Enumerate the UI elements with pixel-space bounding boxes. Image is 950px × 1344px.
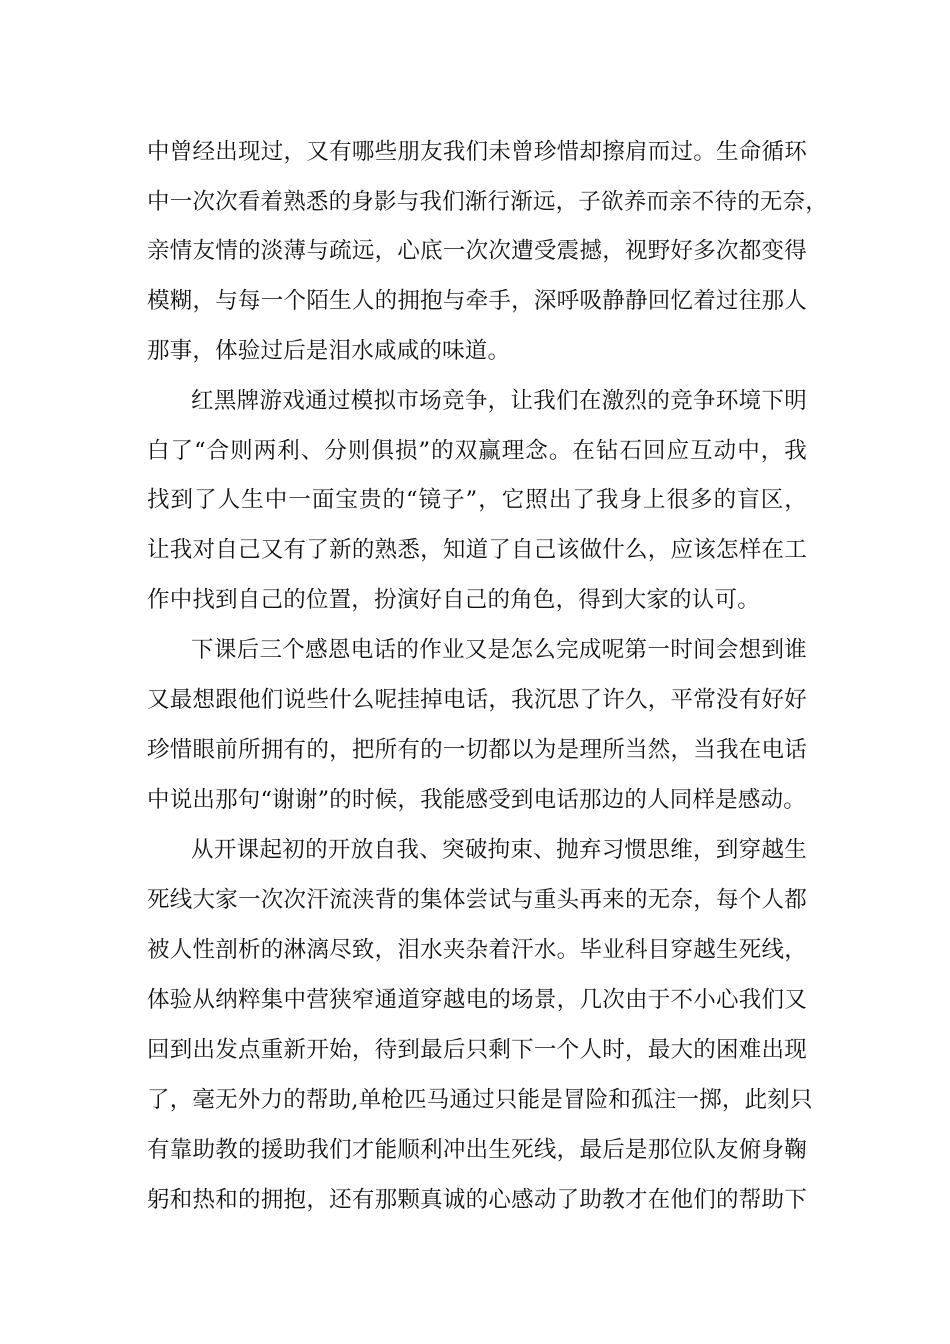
text-line: 中一次次看着熟悉的身影与我们渐行渐远，子欲养而亲不待的无奈，	[147, 189, 829, 215]
text-line: 回到出发点重新开始，待到最后只剩下一个人时，最大的困难出现	[147, 1037, 807, 1063]
paragraph-first-line: 红黑牌游戏通过模拟市场竞争，让我们在激烈的竞争环境下明	[191, 388, 807, 414]
text-line: 中说出那句“谢谢”的时候，我能感受到电话那边的人同样是感动。	[147, 787, 807, 813]
text-line: 珍惜眼前所拥有的，把所有的一切都以为是理所当然，当我在电话	[147, 737, 807, 763]
text-line: 作中找到自己的位置，扮演好自己的角色，得到大家的认可。	[147, 587, 760, 613]
paragraph-first-line: 下课后三个感恩电话的作业又是怎么完成呢第一时间会想到谁	[191, 637, 807, 663]
text-line: 躬和热和的拥抱，还有那颗真诚的心感动了助教才在他们的帮助下	[147, 1187, 807, 1213]
text-line: 亲情友情的淡薄与疏远，心底一次次遭受震撼，视野好多次都变得	[147, 238, 807, 264]
text-line: 有靠助教的援助我们才能顺利冲出生死线，最后是那位队友俯身鞠	[147, 1137, 807, 1163]
text-line: 模糊，与每一个陌生人的拥抱与牵手，深呼吸静静回忆着过往那人	[147, 288, 807, 314]
text-line: 死线大家一次次汗流浃背的集体尝试与重头再来的无奈，每个人都	[147, 887, 807, 913]
text-line: 让我对自己又有了新的熟悉，知道了自己该做什么，应该怎样在工	[147, 537, 807, 563]
text-line: 那事，体验过后是泪水咸咸的味道。	[147, 338, 511, 364]
text-line: 被人性剖析的淋漓尽致，泪水夹杂着汗水。毕业科目穿越生死线，	[147, 937, 807, 963]
text-line: 体验从纳粹集中营狭窄通道穿越电的场景，几次由于不小心我们又	[147, 987, 807, 1013]
paragraph-first-line: 从开课起初的开放自我、突破拘束、抛弃习惯思维，到穿越生	[191, 837, 807, 863]
text-line: 找到了人生中一面宝贵的“镜子”，它照出了我身上很多的盲区，	[147, 487, 807, 513]
text-line: 中曾经出现过，又有哪些朋友我们未曾珍惜却擦肩而过。生命循环	[147, 139, 807, 165]
text-line: 白了“合则两利、分则俱损”的双赢理念。在钻石回应互动中，我	[147, 438, 807, 464]
text-line: 又最想跟他们说些什么呢挂掉电话，我沉思了许久，平常没有好好	[147, 687, 807, 713]
text-line: 了，毫无外力的帮助,单枪匹马通过只能是冒险和孤注一掷，此刻只	[147, 1087, 813, 1113]
